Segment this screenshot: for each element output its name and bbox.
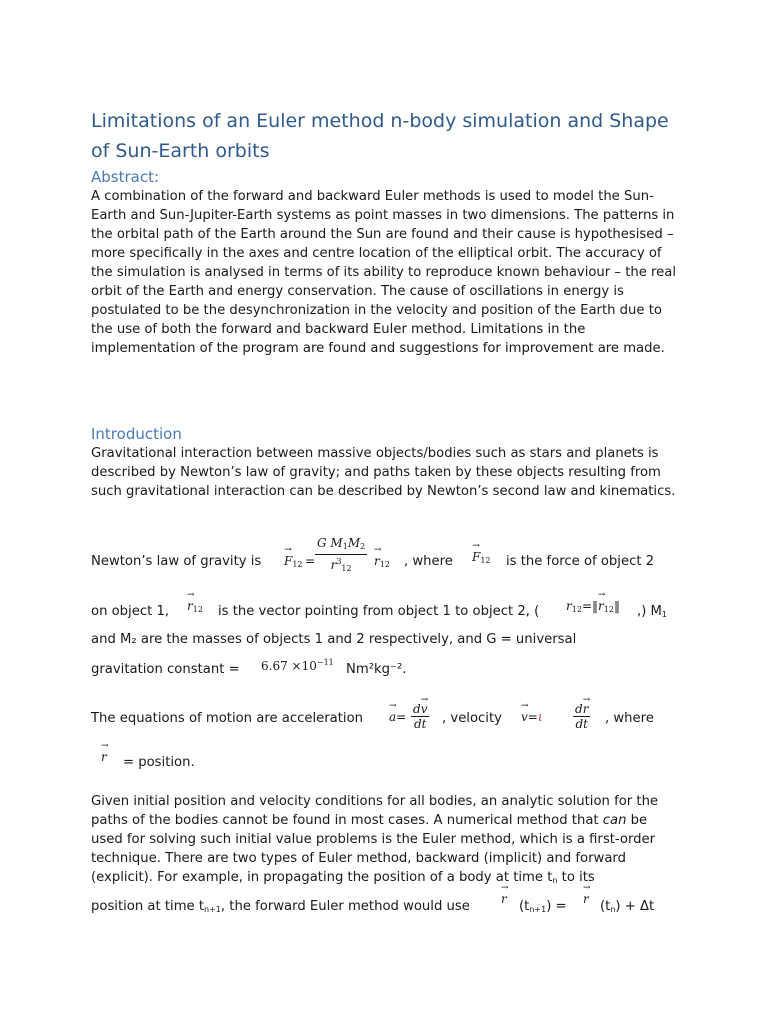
position-line: → r = position. (91, 750, 691, 780)
r12-magnitude: $r_{12}=‖\to$ $r_{12}‖$ (566, 599, 620, 614)
masses-line: and M₂ are the masses of objects 1 and 2 respectively, and G = universal (91, 632, 577, 647)
vector-definition-line: on object 1, → $r_{12}$ is the vector pointing from object 1 to object 2, ( $r_{12}=‖\to$ $r_{12}‖$ ,) $M_1$ (91, 598, 691, 628)
force-vector: → $F_{12}$ (284, 554, 303, 569)
equations-of-motion-line: The equations of motion are acceleration → a= $\frac{d\to v}{dt}$ , velocity → v=ι $\frac{d\to r}{dt}$ , where (91, 704, 691, 734)
r12-vector: → $r_{12}$ (374, 554, 390, 569)
newton-law-line: Newton’s law of gravity is → $F_{12}$ = $\frac{G M_1M_2}{r^3_{12}}$ → $r_{12}$ , where → $F_{12}$ is the force of object 2 (91, 548, 691, 578)
velocity-fraction: $\frac{d\to r}{dt}$ (573, 702, 590, 731)
gravity-fraction: $\frac{G M_1M_2}{r^3_{12}}$ (317, 536, 366, 573)
introduction-paragraph: Gravitational interaction between massive objects/bodies such as stars and planets is described by Newton’s law of gravity; and paths taken by these objects resulting from such gravitational interaction can be described by Newton’s second law and kinematics. (91, 446, 676, 499)
gravitation-constant-line: gravitation constant = $6.67 \times 10^{-11}$ Nm²kg⁻². (91, 658, 407, 677)
introduction-heading: Introduction (91, 425, 182, 443)
r12-vector-2: → $r_{12}$ (187, 599, 203, 614)
acceleration-fraction: $\frac{d\to v}{dt}$ (411, 702, 429, 731)
page-title: Limitations of an Euler method n-body simulation and Shape of Sun-Earth orbits (91, 110, 669, 162)
gravitation-constant-value: $6.67 \times 10^{-11}$ (261, 658, 334, 673)
abstract-heading: Abstract: (91, 168, 160, 186)
forward-euler-line: position at time $t_{n+1}$, the forward Euler method would use → r $(t_{n+1})$ = → r $(t_n) + \Delta t$ (91, 892, 691, 922)
abstract-text: A combination of the forward and backward Euler methods is used to model the Sun-Earth and Sun-Jupiter-Earth systems as point masses in two dimensions. The patterns in the orbital path of the Earth around the Sun are found and their cause is hypothesised – more specifically in the axes and centre location of the elliptical orbit. The accuracy of the simulation is analysed in terms of its ability to reproduce known behaviour – the real orbit of the Earth and energy conservation. The cause of oscillations in energy is postulated to be the desynchronization in the velocity and position of the Earth due to the use of both the forward and backward Euler method. Limitations in the implementation of the program are found and suggestions for improvement are made. (91, 189, 677, 356)
euler-paragraph: Given initial position and velocity conditions for all bodies, an analytic solution for the paths of the bodies cannot be found in most cases. A numerical method that can be used for solving such initial value problems is the Euler method, which is a first-order technique. There are two types of Euler method, backward (implicit) and forward (explicit). For example, in propagating the position of a body at time $t_n$ to its (91, 794, 659, 885)
force-vector-2: → $F_{12}$ (472, 550, 491, 565)
position-vector: → r (101, 750, 107, 764)
